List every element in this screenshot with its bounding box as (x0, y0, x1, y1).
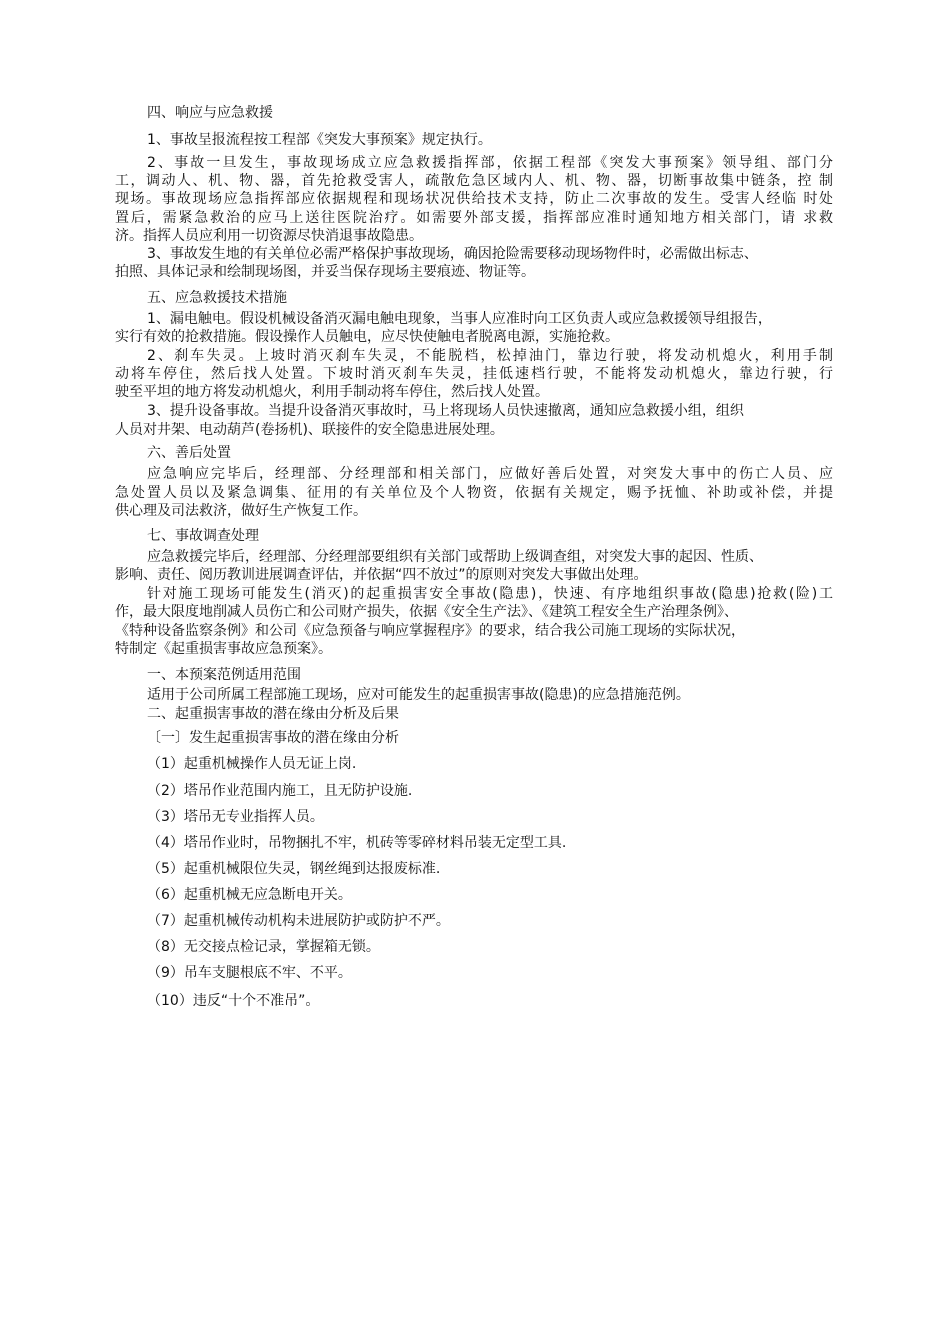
section-heading: 二、起重损害事故的潜在缘由分析及后果 (147, 706, 399, 722)
section-heading: 五、应急救援技术措施 (147, 290, 287, 306)
paragraph-line: 应急响应完毕后，经理部、分经理部和相关部门，应做好善后处置，对突发大事中的伤亡人员、应 (147, 466, 833, 482)
list-item: （9）吊车支腿根底不牢、不平。 (147, 965, 352, 981)
paragraph-line: 济。指挥人员应利用一切资源尽快消退事故隐患。 (115, 228, 423, 244)
paragraph-line: 针对施工现场可能发生(消灭)的起重损害安全事故(隐患)，快速、有序地组织事故(隐患)抢救(险)工 (147, 586, 833, 602)
paragraph-line: 适用于公司所属工程部施工现场，应对可能发生的起重损害事故(隐患)的应急措施范例。 (147, 687, 690, 703)
section-heading: 七、事故调查处理 (147, 528, 259, 544)
list-item: （8）无交接点检记录，掌握箱无锁。 (147, 939, 380, 955)
paragraph-line: 应急救援完毕后，经理部、分经理部要组织有关部门或帮助上级调查组，对突发大事的起因、性质、 (147, 549, 763, 565)
list-item: （5）起重机械限位失灵，钢丝绳到达报废标准. (147, 861, 441, 877)
list-item: （2）塔吊作业范围内施工，且无防护设施. (147, 783, 413, 799)
paragraph-line: 置后，需紧急救治的应马上送往医院治疗。如需要外部支援，指挥部应准时通知地方相关部门，请 求救 (115, 210, 833, 226)
list-item: （10）违反“十个不准吊”。 (147, 993, 320, 1009)
paragraph-line: 动将车停住，然后找人处置。下坡时消灭刹车失灵，挂低速档行驶，不能将发动机熄火，靠边行驶，行 (115, 366, 833, 382)
list-item: （1）起重机械操作人员无证上岗. (147, 756, 357, 772)
list-item: （7）起重机械传动机构未进展防护或防护不严。 (147, 913, 450, 929)
paragraph-line: 3、事故发生地的有关单位必需严格保护事故现场，确因抢险需要移动现场物件时，必需做出标志、 (147, 246, 758, 262)
list-item: （3）塔吊无专业指挥人员。 (147, 809, 324, 825)
paragraph-line: 人员对井架、电动葫芦(卷扬机)、联接件的安全隐患进展处理。 (115, 422, 504, 438)
paragraph-line: 2、事故一旦发生，事故现场成立应急救援指挥部，依据工程部《突发大事预案》领导组、部门分 (147, 155, 833, 171)
paragraph-line: 1、事故呈报流程按工程部《突发大事预案》规定执行。 (147, 132, 492, 148)
paragraph-line: 1、漏电触电。假设机械设备消灭漏电触电现象，当事人应准时向工区负责人或应急救援领导组报告， (147, 311, 772, 327)
paragraph-line: 影响、责任、阅历教训进展调查评估，并依据“四不放过”的原则对突发大事做出处理。 (115, 567, 648, 583)
paragraph-line: 工，调动人、机、物、器，首先抢救受害人，疏散危急区域内人、机、物、器，切断事故集中链条，控 制 (115, 173, 833, 189)
list-item: （4）塔吊作业时，吊物捆扎不牢，机砖等零碎材料吊装无定型工具. (147, 835, 567, 851)
paragraph-line: 2、刹车失灵。上坡时消灭刹车失灵，不能脱档，松掉油门，靠边行驶，将发动机熄火，利用手制 (147, 348, 833, 364)
paragraph-line: 现场。事故现场应急指挥部应依据规程和现场状况供给技术支持，防止二次事故的发生。受害人经临 时处 (115, 191, 833, 207)
paragraph-line: 作，最大限度地削减人员伤亡和公司财产损失，依据《安全生产法》、《建筑工程安全生产治理条例》、 (115, 604, 738, 620)
section-heading: 六、善后处置 (147, 445, 231, 461)
paragraph-line: 供心理及司法救济，做好生产恢复工作。 (115, 503, 367, 519)
paragraph-line: 驶至平坦的地方将发动机熄火，利用手制动将车停住，然后找人处置。 (115, 384, 549, 400)
section-heading: 一、本预案范例适用范围 (147, 667, 301, 683)
paragraph-line: 实行有效的抢救措施。假设操作人员触电，应尽快使触电者脱离电源，实施抢救。 (115, 329, 619, 345)
paragraph-line: 特制定《起重损害事故应急预案》。 (115, 641, 332, 657)
section-heading: 四、响应与应急救援 (147, 105, 273, 121)
paragraph-line: 急处置人员以及紧急调集、征用的有关单位及个人物资，依据有关规定，赐予抚恤、补助或补偿，并提 (115, 485, 833, 501)
subsection-heading: 〔一〕发生起重损害事故的潜在缘由分析 (147, 730, 399, 746)
paragraph-line: 3、提升设备事故。当提升设备消灭事故时，马上将现场人员快速撤离，通知应急救援小组，组织 (147, 403, 744, 419)
paragraph-line: 《特种设备监察条例》和公司《应急预备与响应掌握程序》的要求，结合我公司施工现场的实际状况， (115, 623, 745, 639)
list-item: （6）起重机械无应急断电开关。 (147, 887, 352, 903)
paragraph-line: 拍照、具体记录和绘制现场图，并妥当保存现场主要痕迹、物证等。 (115, 264, 535, 280)
